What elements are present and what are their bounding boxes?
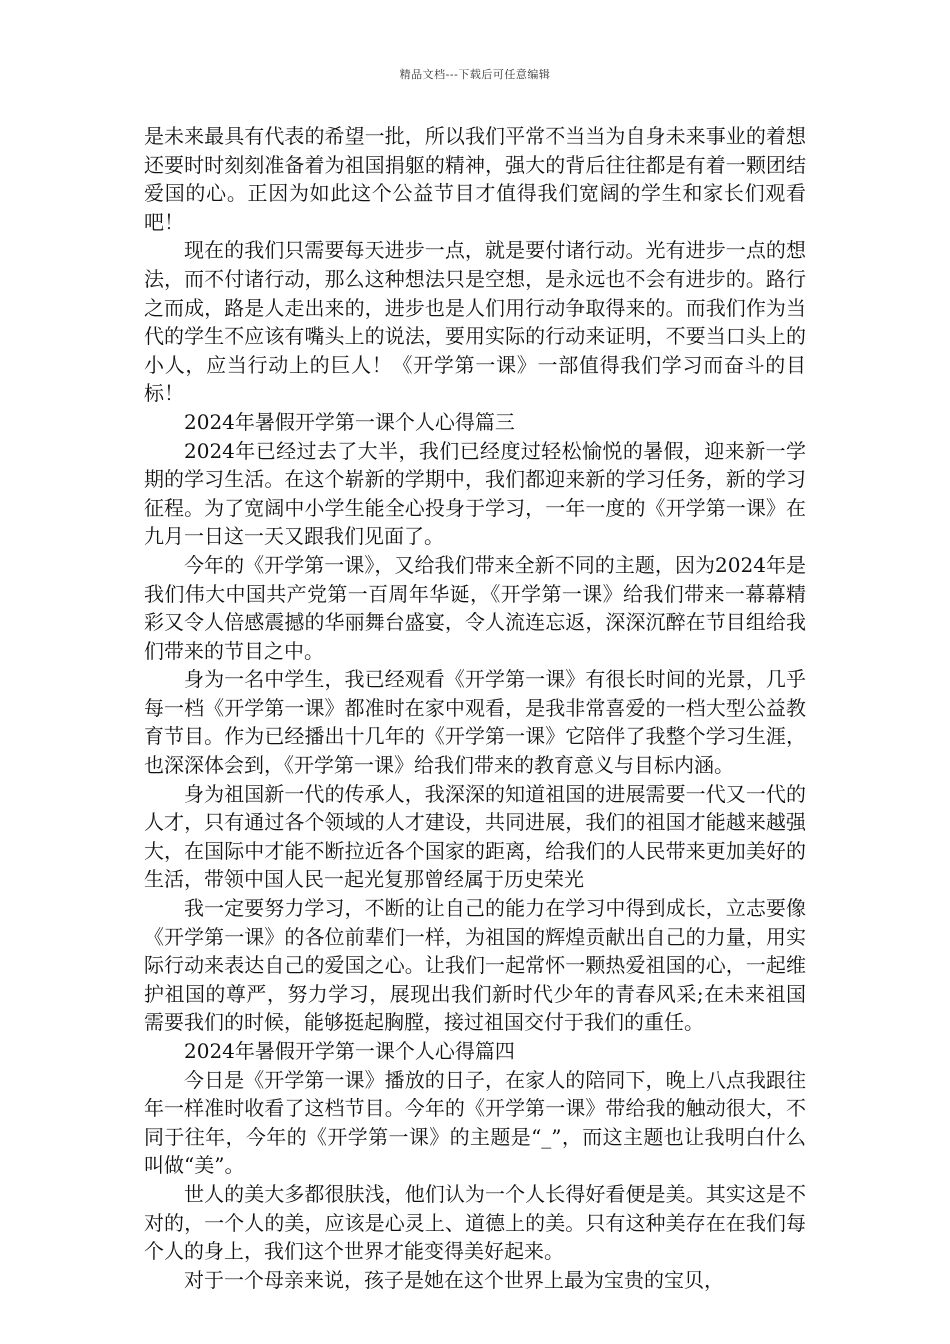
paragraph: 今日是《开学第一课》播放的日子，在家人的陪同下，晚上八点我跟往年一样准时收看了这档节目。今年的《开学第一课》带给我的触动很大，不同于往年，今年的《开学第一课》的主题是“_”，而这主题也让我明白什么叫做“美”。 bbox=[144, 1067, 806, 1178]
paragraph: 我一定要努力学习，不断的让自己的能力在学习中得到成长，立志要像《开学第一课》的各位前辈们一样，为祖国的辉煌贡献出自己的力量，用实际行动来表达自己的爱国之心。让我们一起常怀一颗热爱祖国的心，一起维护祖国的尊严，努力学习，展现出我们新时代少年的青春风采;在未来祖国需要我们的时候，能够挺起胸膛，接过祖国交付于我们的重任。 bbox=[144, 896, 806, 1035]
paragraph: 今年的《开学第一课》，又给我们带来全新不同的主题，因为2024年是我们伟大中国共产党第一百周年华诞，《开学第一课》给我们带来一幕幕精彩又令人倍感震撼的华丽舞台盛宴，令人流连忘返，深深沉醉在节目组给我们带来的节目之中。 bbox=[144, 552, 806, 663]
document-body bbox=[144, 122, 806, 1294]
page-header: 精品文档---下载后可任意编辑 bbox=[399, 68, 551, 81]
paragraph: 2024年已经过去了大半，我们已经度过轻松愉悦的暑假，迎来新一学期的学习生活。在这个崭新的学期中，我们都迎来新的学习任务，新的学习征程。为了宽阔中小学生能全心投身于学习，一年一度的《开学第一课》在九月一日这一天又跟我们见面了。 bbox=[144, 438, 806, 549]
paragraph: 身为祖国新一代的传承人，我深深的知道祖国的进展需要一代又一代的人才，只有通过各个领域的人才建设，共同进展，我们的祖国才能越来越强大，在国际中才能不断拉近各个国家的距离，给我们的人民带来更加美好的生活，带领中国人民一起光复那曾经属于历史荣光 bbox=[144, 781, 806, 892]
paragraph: 是未来最具有代表的希望一批，所以我们平常不当当为自身未来事业的着想还要时时刻刻准备着为祖国捐躯的精神，强大的背后往往都是有着一颗团结爱国的心。正因为如此这个公益节目才值得我们宽阔的学生和家长们观看吧！ bbox=[144, 124, 806, 234]
paragraph: 世人的美大多都很肤浅，他们认为一个人长得好看便是美。其实这是不对的，一个人的美，应该是心灵上、道德上的美。只有这种美存在在我们每个人的身上，我们这个世界才能变得美好起来。 bbox=[144, 1181, 806, 1264]
section-heading: 2024年暑假开学第一课个人心得篇四 bbox=[184, 1039, 515, 1063]
paragraph: 对于一个母亲来说，孩子是她在这个世界上最为宝贵的宝贝， bbox=[184, 1267, 724, 1292]
section-heading: 2024年暑假开学第一课个人心得篇三 bbox=[184, 409, 515, 434]
paragraph: 身为一名中学生，我已经观看《开学第一课》有很长时间的光景，几乎每一档《开学第一课》都准时在家中观看，是我非常喜爱的一档大型公益教育节目。作为已经播出十几年的《开学第一课》它陪伴了我整个学习生涯，也深深体会到，《开学第一课》给我们带来的教育意义与目标内涵。 bbox=[144, 667, 806, 778]
paragraph: 现在的我们只需要每天进步一点，就是要付诸行动。光有进步一点的想法，而不付诸行动，那么这种想法只是空想，是永远也不会有进步的。路行之而成，路是人走出来的，进步也是人们用行动争取得来的。而我们作为当代的学生不应该有嘴头上的说法，要用实际的行动来证明，不要当口头上的小人，应当行动上的巨人！《开学第一课》一部值得我们学习而奋斗的目标！ bbox=[144, 238, 806, 406]
